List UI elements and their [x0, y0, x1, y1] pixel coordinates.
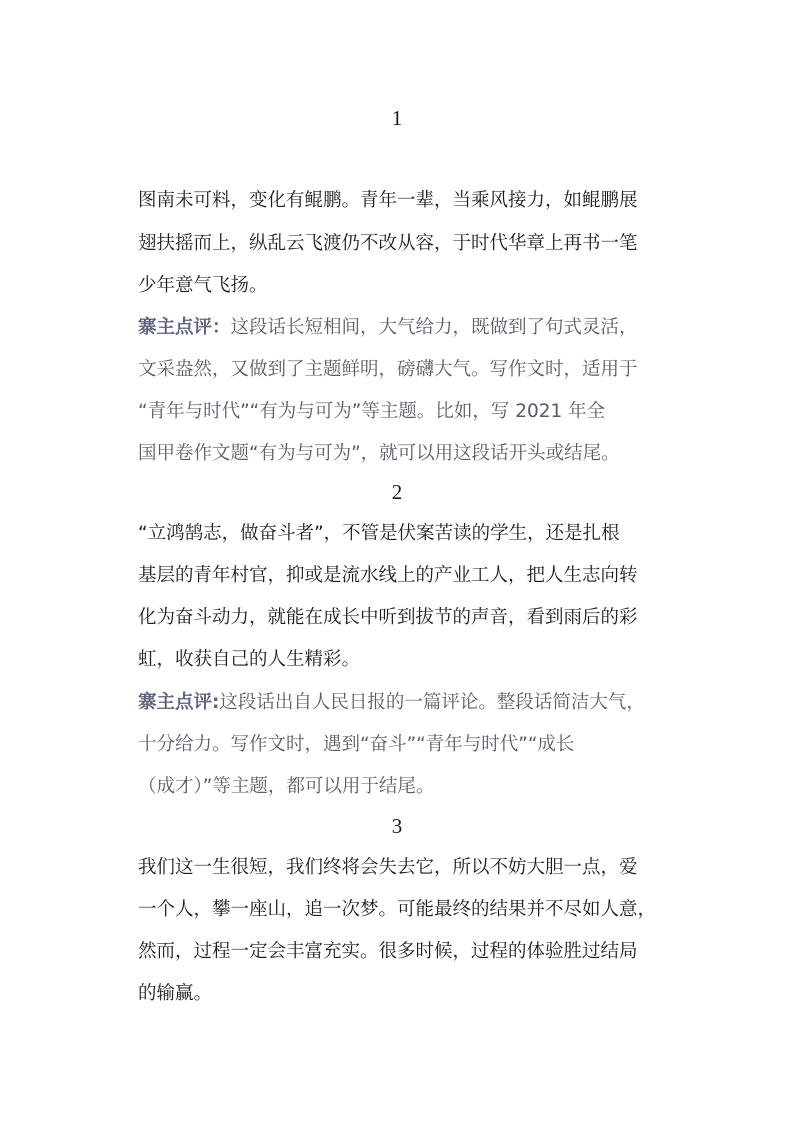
comment-label: 寨主点评:: [138, 692, 220, 713]
comment-line: [138, 314, 678, 342]
comment-line: 国甲卷作文题“有为与可为”，就可以用这段话开头或结尾。: [138, 443, 620, 464]
paragraph-line: 少年意气飞扬。: [138, 275, 268, 296]
comment-line: 十分给力。写作文时，遇到“奋斗”“青年与时代”“成长: [138, 734, 575, 755]
paragraph-line: 化为奋斗动力，就能在成长中听到拔节的声音，看到雨后的彩: [138, 607, 638, 628]
paragraph-line: 图南未可料，变化有鲲鹏。青年一辈，当乘风接力，如鲲鹏展: [138, 190, 638, 211]
paragraph-line: 的输赢。: [138, 983, 213, 1004]
comment-text: 这段话出自人民日报的一篇评论。整段话简洁大气，: [219, 692, 645, 713]
paragraph-line: 虹，收获自己的人生精彩。: [138, 649, 361, 670]
section-number-2: 2: [391, 480, 403, 504]
paragraph-line: 基层的青年村官，抑或是流水线上的产业工人，把人生志向转: [138, 565, 638, 586]
comment-line: 文采盎然，又做到了主题鲜明，磅礴大气。写作文时，适用于: [138, 359, 638, 380]
paragraph-line: 翅扶摇而上，纵乱云飞渡仍不改从容，于时代华章上再书一笔: [138, 233, 638, 254]
paragraph-line: “立鸿鹄志，做奋斗者”，不管是伏案苦读的学生，还是扎根: [138, 523, 620, 544]
comment-line: （成才）”等主题，都可以用于结尾。: [138, 776, 435, 797]
comment-line: “青年与时代”“有为与可为”等主题。比如，写 2021 年全: [138, 401, 606, 422]
section-number-1: 1: [391, 106, 403, 130]
paragraph-line: 我们这一生很短，我们终将会失去它，所以不妨大胆一点，爱: [138, 857, 638, 878]
paragraph-line: 然而，过程一定会丰富充实。很多时候，过程的体验胜过结局: [138, 941, 638, 962]
comment-label: 寨主点评：: [138, 317, 231, 338]
section-number-3: 3: [391, 814, 403, 838]
comment-line: [138, 689, 678, 717]
paragraph-line: 一个人，攀一座山，追一次梦。可能最终的结果并不尽如人意，: [138, 899, 657, 920]
comment-text: 这段话长短相间，大气给力，既做到了句式灵活，: [230, 317, 638, 338]
